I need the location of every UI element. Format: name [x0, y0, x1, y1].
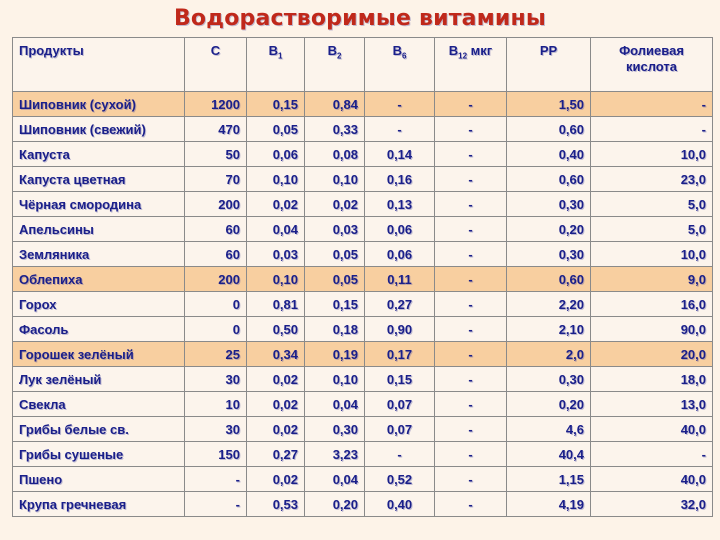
cell-b12: - — [435, 467, 507, 492]
cell-folic: 90,0 — [591, 317, 713, 342]
cell-c: 470 — [185, 117, 247, 142]
cell-b6: 0,06 — [365, 217, 435, 242]
cell-pp: 1,50 — [507, 92, 591, 117]
table-row — [13, 292, 713, 317]
cell-folic: 23,0 — [591, 167, 713, 192]
cell-product: Грибы сушеные — [13, 442, 185, 467]
table-row — [13, 242, 713, 267]
cell-b6: 0,06 — [365, 242, 435, 267]
cell-pp: 0,60 — [507, 167, 591, 192]
cell-b6: 0,27 — [365, 292, 435, 317]
table-row — [13, 417, 713, 442]
cell-b2: 0,19 — [305, 342, 365, 367]
cell-c: 60 — [185, 242, 247, 267]
cell-pp: 4,6 — [507, 417, 591, 442]
cell-product: Пшено — [13, 467, 185, 492]
cell-product: Земляника — [13, 242, 185, 267]
header-folic-acid: Фолиевая кислота — [591, 38, 713, 92]
cell-b6: 0,52 — [365, 467, 435, 492]
cell-b6: 0,40 — [365, 492, 435, 517]
table-row — [13, 117, 713, 142]
cell-b12: - — [435, 167, 507, 192]
cell-b6: - — [365, 117, 435, 142]
cell-product: Крупа гречневая — [13, 492, 185, 517]
cell-folic: 20,0 — [591, 342, 713, 367]
cell-folic: - — [591, 92, 713, 117]
cell-b2: 0,02 — [305, 192, 365, 217]
cell-b6: 0,90 — [365, 317, 435, 342]
header-vitamin-b12: $В_{12}$ мкг — [435, 38, 507, 92]
cell-b1: 0,10 — [247, 267, 305, 292]
cell-product: Горошек зелёный — [13, 342, 185, 367]
table-row — [13, 192, 713, 217]
cell-product: Шиповник (сухой) — [13, 92, 185, 117]
header-product: Продукты — [13, 38, 185, 92]
cell-pp: 4,19 — [507, 492, 591, 517]
table-row — [13, 92, 713, 117]
cell-b1: 0,05 — [247, 117, 305, 142]
cell-b1: 0,53 — [247, 492, 305, 517]
table-header-row — [13, 38, 713, 92]
cell-c: - — [185, 467, 247, 492]
cell-folic: 16,0 — [591, 292, 713, 317]
cell-b1: 0,81 — [247, 292, 305, 317]
vitamins-table — [12, 37, 713, 517]
cell-b1: 0,02 — [247, 367, 305, 392]
cell-product: Капуста — [13, 142, 185, 167]
cell-product: Облепиха — [13, 267, 185, 292]
cell-b2: 0,03 — [305, 217, 365, 242]
cell-c: 60 — [185, 217, 247, 242]
cell-c: 1200 — [185, 92, 247, 117]
table-row — [13, 267, 713, 292]
table-row — [13, 367, 713, 392]
cell-pp: 1,15 — [507, 467, 591, 492]
header-vitamin-pp: РР — [507, 38, 591, 92]
table-row — [13, 442, 713, 467]
cell-c: 70 — [185, 167, 247, 192]
cell-pp: 0,30 — [507, 192, 591, 217]
cell-b1: 0,10 — [247, 167, 305, 192]
cell-b6: 0,11 — [365, 267, 435, 292]
cell-b2: 3,23 — [305, 442, 365, 467]
cell-b2: 0,18 — [305, 317, 365, 342]
cell-b12: - — [435, 367, 507, 392]
cell-c: - — [185, 492, 247, 517]
table-row — [13, 217, 713, 242]
cell-folic: 40,0 — [591, 467, 713, 492]
table-row — [13, 492, 713, 517]
cell-b12: - — [435, 92, 507, 117]
cell-c: 0 — [185, 317, 247, 342]
cell-b12: - — [435, 142, 507, 167]
cell-folic: 10,0 — [591, 242, 713, 267]
header-vitamin-b2: $В_2$ — [305, 38, 365, 92]
cell-b12: - — [435, 342, 507, 367]
cell-pp: 0,30 — [507, 242, 591, 267]
cell-b6: 0,17 — [365, 342, 435, 367]
cell-pp: 0,30 — [507, 367, 591, 392]
header-vitamin-c: С — [185, 38, 247, 92]
cell-product: Апельсины — [13, 217, 185, 242]
cell-b12: - — [435, 317, 507, 342]
table-row — [13, 142, 713, 167]
cell-b2: 0,10 — [305, 167, 365, 192]
page-title: Водорастворимые витамины — [173, 6, 547, 31]
cell-b2: 0,33 — [305, 117, 365, 142]
cell-product: Капуста цветная — [13, 167, 185, 192]
cell-folic: 32,0 — [591, 492, 713, 517]
cell-b6: 0,07 — [365, 417, 435, 442]
cell-b6: 0,14 — [365, 142, 435, 167]
cell-c: 30 — [185, 367, 247, 392]
cell-folic: - — [591, 442, 713, 467]
cell-b12: - — [435, 192, 507, 217]
cell-folic: 10,0 — [591, 142, 713, 167]
cell-b12: - — [435, 442, 507, 467]
cell-b1: 0,02 — [247, 392, 305, 417]
cell-b12: - — [435, 492, 507, 517]
cell-b1: 0,27 — [247, 442, 305, 467]
cell-b1: 0,06 — [247, 142, 305, 167]
cell-b1: 0,02 — [247, 192, 305, 217]
cell-folic: 40,0 — [591, 417, 713, 442]
cell-b1: 0,02 — [247, 467, 305, 492]
cell-b12: - — [435, 117, 507, 142]
table-row — [13, 392, 713, 417]
cell-c: 50 — [185, 142, 247, 167]
cell-product: Шиповник (свежий) — [13, 117, 185, 142]
table-row — [13, 317, 713, 342]
cell-b12: - — [435, 267, 507, 292]
cell-pp: 2,20 — [507, 292, 591, 317]
cell-b6: 0,07 — [365, 392, 435, 417]
cell-product: Горох — [13, 292, 185, 317]
cell-folic: 9,0 — [591, 267, 713, 292]
cell-b6: 0,15 — [365, 367, 435, 392]
cell-c: 30 — [185, 417, 247, 442]
cell-folic: 5,0 — [591, 217, 713, 242]
cell-c: 200 — [185, 267, 247, 292]
cell-b1: 0,03 — [247, 242, 305, 267]
table-row — [13, 342, 713, 367]
cell-pp: 0,20 — [507, 217, 591, 242]
table-row — [13, 167, 713, 192]
cell-b1: 0,15 — [247, 92, 305, 117]
cell-product: Чёрная смородина — [13, 192, 185, 217]
cell-b6: - — [365, 442, 435, 467]
header-vitamin-b1: $В_1$ — [247, 38, 305, 92]
cell-folic: 5,0 — [591, 192, 713, 217]
cell-b1: 0,02 — [247, 417, 305, 442]
cell-folic: - — [591, 117, 713, 142]
cell-product: Грибы белые св. — [13, 417, 185, 442]
cell-b12: - — [435, 392, 507, 417]
cell-b1: 0,04 — [247, 217, 305, 242]
cell-b6: - — [365, 92, 435, 117]
table-row — [13, 467, 713, 492]
cell-c: 150 — [185, 442, 247, 467]
cell-b2: 0,04 — [305, 467, 365, 492]
cell-product: Лук зелёный — [13, 367, 185, 392]
cell-pp: 40,4 — [507, 442, 591, 467]
cell-b12: - — [435, 417, 507, 442]
cell-c: 200 — [185, 192, 247, 217]
cell-b2: 0,08 — [305, 142, 365, 167]
cell-pp: 0,60 — [507, 117, 591, 142]
cell-b2: 0,15 — [305, 292, 365, 317]
cell-b12: - — [435, 242, 507, 267]
cell-b2: 0,30 — [305, 417, 365, 442]
cell-pp: 0,60 — [507, 267, 591, 292]
cell-b2: 0,04 — [305, 392, 365, 417]
cell-b12: - — [435, 292, 507, 317]
cell-pp: 0,20 — [507, 392, 591, 417]
cell-c: 10 — [185, 392, 247, 417]
cell-b1: 0,50 — [247, 317, 305, 342]
cell-pp: 2,0 — [507, 342, 591, 367]
header-vitamin-b6: $В_6$ — [365, 38, 435, 92]
cell-product: Свекла — [13, 392, 185, 417]
cell-pp: 2,10 — [507, 317, 591, 342]
cell-b6: 0,16 — [365, 167, 435, 192]
cell-b2: 0,05 — [305, 267, 365, 292]
cell-b2: 0,84 — [305, 92, 365, 117]
cell-b2: 0,10 — [305, 367, 365, 392]
cell-product: Фасоль — [13, 317, 185, 342]
cell-pp: 0,40 — [507, 142, 591, 167]
cell-b6: 0,13 — [365, 192, 435, 217]
cell-b2: 0,20 — [305, 492, 365, 517]
cell-folic: 18,0 — [591, 367, 713, 392]
cell-b1: 0,34 — [247, 342, 305, 367]
cell-c: 0 — [185, 292, 247, 317]
cell-folic: 13,0 — [591, 392, 713, 417]
cell-b12: - — [435, 217, 507, 242]
cell-b2: 0,05 — [305, 242, 365, 267]
cell-c: 25 — [185, 342, 247, 367]
